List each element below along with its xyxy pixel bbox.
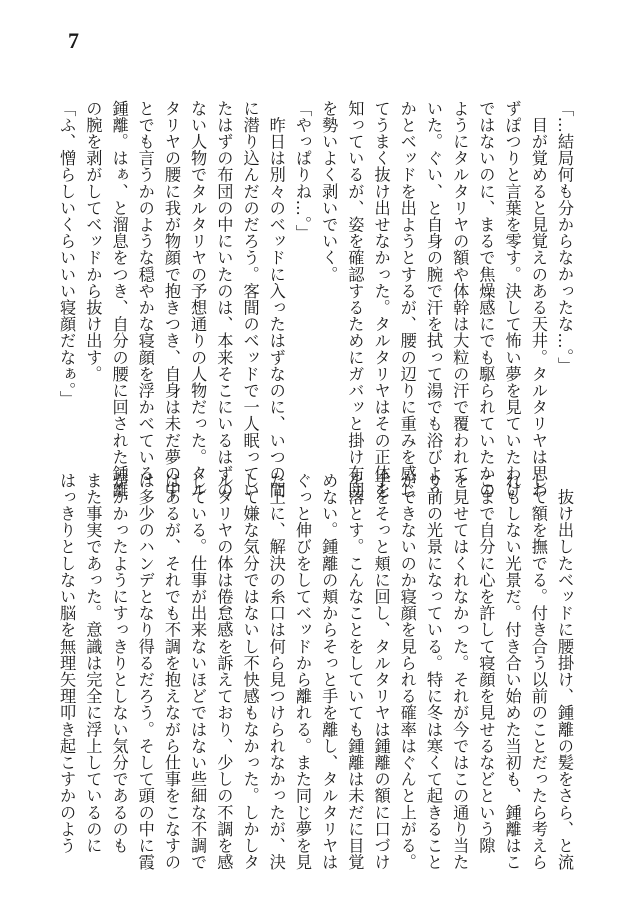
page-number: 7 [68,28,79,53]
text-line: こまで自分に心を許して寝顔を見せるなどという隙 [476,472,496,854]
text-line: を見せてはくれなかった。それが今ではこの通り当た [450,472,470,871]
text-line: めない。鍾離の頬からそっと手を離し、タルタリヤは [319,472,339,871]
text-line: 鍾離。はぁ、と溜息をつき、自分の腰に回された鍾離 [109,100,129,499]
text-line: 「…結局何も分からなかったな…。」 [555,100,574,375]
text-line: れもしない光景だ。付き合い始めた当初も、鍾離はこ [502,472,522,871]
text-line: タリヤの腰に我が物顔で抱きつき、自身は未だ夢の中 [161,100,181,499]
text-line: 目が覚めると見覚えのある天井。タルタリヤは思わ [528,100,548,499]
text-line: また事実であった。意識は完全に浮上しているのに [83,472,103,854]
text-line: ない人物でタルタリヤの予想通りの人物だった。タル [188,100,208,499]
text-line: はっきりとしない脳を無理矢理叩き起こすかのよう [57,472,77,854]
text-line: がかかったようにすっきりとしない気分であるのも [109,472,129,854]
text-line: ができないのか寝顔を見られる確率はぐんと上がる。 [397,472,417,871]
text-line: を勢いよく剥いでいく。 [319,100,339,283]
text-line: たはずの布団の中にいたのは、本来そこにいるはずの [214,100,234,499]
text-line: ようにタルタリヤの額や体幹は大粒の汗で覆われて [450,100,470,482]
text-line: の腕を剥がしてベッドから抜け出す。 [83,100,103,383]
text-line: ではないのに、まるで焦燥感にでも駆られていたかの [476,100,496,499]
text-line: とでも言うかのような穏やかな寝顔を浮かべている [135,100,155,482]
text-line: じている。仕事が出来ないほどではない些細な不調で [188,472,208,871]
text-line: ぐっと伸びをしてベッドから離れる。また同じ夢を見 [292,472,312,871]
text-line: ずぽつりと言葉を零す。決して怖い夢を見ていたわけ [502,100,522,499]
text-line: ルタリヤの体は倦怠感を訴えており、少しの不調を感 [214,472,234,871]
text-line: てうまく抜け出せなかった。タルタリヤはその正体を [371,100,391,499]
text-line: に潜り込んだのだろう。客間のベッドで一人眠ってい [240,100,260,499]
text-line: はあるが、それでも不調を抱えながら仕事をこなすの [161,472,181,871]
text-line: り前の光景になっている。特に冬は寒くて起きること [423,472,443,871]
text-line: 手をそっと頬に回し、タルタリヤは鍾離の額に口づけ [371,472,391,871]
text-line: た上に、解決の糸口は何ら見つけられなかったが、決 [266,472,286,871]
text-line: して嫌な気分ではないし不快感もなかった。しかしタ [240,472,260,871]
text-line: して額を撫でる。付き合う以前のことだったら考えら [528,472,548,871]
text-line: いた。ぐい、と自身の腕で汗を拭って湯でも浴びよう [423,100,443,499]
text-line: は多少のハンデとなり得るだろう。そして頭の中に霞 [135,472,155,871]
text-line: かとベッドを出ようとするが、腰の辺りに重みを感じ [397,100,417,499]
text-line: 「ふ、憎らしいくらいいい寝顔だなぁ。」 [57,100,77,408]
text-line: 「やっぱりね…。」 [292,100,312,242]
lower-text-block [57,472,577,871]
text-line: 抜け出したベッドに腰掛け、鍾離の髪をさら、と流 [555,472,574,871]
upper-text-block [57,100,577,499]
text-line: を落とす。こんなことをしていても鍾離は未だに目覚 [345,472,365,871]
text-line: 昨日は別々のベッドに入ったはずなのに、いつの間 [266,100,286,499]
text-line: 知っているが、姿を確認するためにガバッと掛け布団 [345,100,365,499]
